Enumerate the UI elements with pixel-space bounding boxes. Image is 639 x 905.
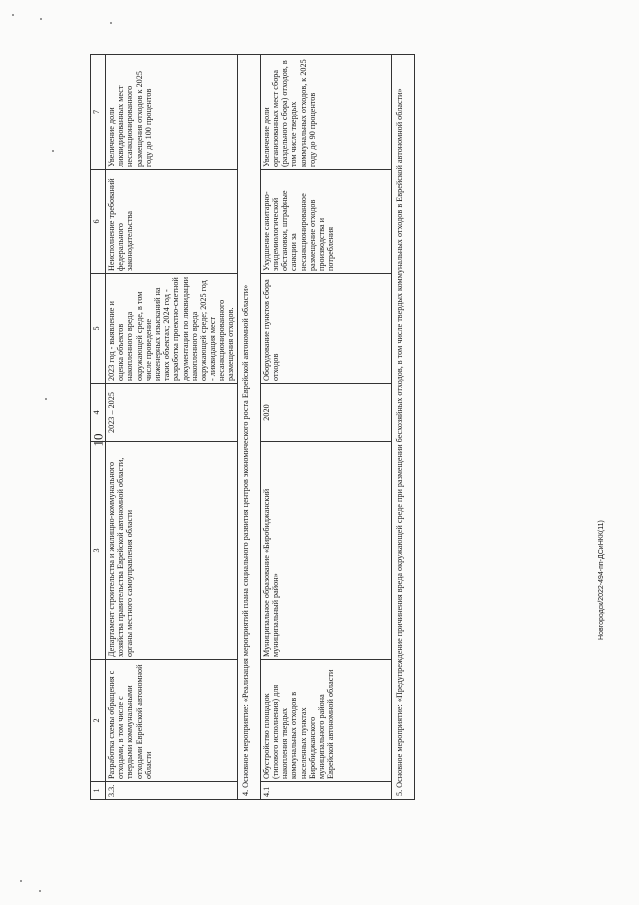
indicator: Увеличение доли ликвидированных мест несанкционированного размещения отходов к 2025 году до 100 процентов xyxy=(106,55,238,170)
section-title: 4. Основное мероприятие: «Реализация мероприятий плана социального развития центров экономического роста Еврейской автономной области» xyxy=(237,55,260,800)
section-row xyxy=(391,55,414,800)
expected-result: 2023 год - выявление и оценка объектов накопленного вреда окружающей среде, в том числе проведение инженерных изысканий на таких объектах; 2024 год - разработка проектно-сметной документации по ликвидации накопленного вреда окружающей среде; 2025 год - ликвидация мест несанкционированного размещения отходов. xyxy=(106,274,238,384)
header-col-3: 3 xyxy=(91,442,106,660)
document-id: Новгородск/2022-494-пп-ДСиНКК(11) xyxy=(598,520,605,640)
measure-name: Разработка схемы обращения с отходами, в том числе с твердыми коммунальными отходами Еврейской автономной области xyxy=(106,660,238,782)
measure-name: Обустройство площадок (типового исполнения) для накопления твердых коммунальных отходов в населенных пунктах Биробиджанского муниципального района Еврейской автономной области xyxy=(260,660,391,782)
consequences: Неисполнение требований федерального законодательства xyxy=(106,170,238,274)
header-col-1: 1 xyxy=(91,782,106,800)
scan-speck xyxy=(52,150,54,152)
header-col-5: 5 xyxy=(91,274,106,384)
scan-speck xyxy=(45,398,47,400)
period: 2023 – 2025 xyxy=(106,384,238,442)
table-row xyxy=(260,55,391,800)
measures-table xyxy=(90,54,415,800)
table-row xyxy=(106,55,238,800)
header-row xyxy=(91,55,106,800)
scan-speck xyxy=(12,14,14,16)
expected-result: Оборудование пунктов сбора отходов xyxy=(260,274,391,384)
section-title: 5. Основное мероприятие: «Предупреждение причинения вреда окружающей среде при размещении бесхозяйных отходов, в том числе твердых коммунальных отходов в Еврейской автономной области» xyxy=(391,55,414,800)
header-col-6: 6 xyxy=(91,170,106,274)
consequences: Ухудшение санитарно-эпидемиологической обстановки, штрафные санкции за несанкционированное размещение отходов производства и потребления xyxy=(260,170,391,274)
header-col-2: 2 xyxy=(91,660,106,782)
scan-speck xyxy=(39,890,41,892)
header-col-7: 7 xyxy=(91,55,106,170)
scan-speck xyxy=(40,18,42,20)
scan-speck xyxy=(110,22,112,24)
section-row xyxy=(237,55,260,800)
indicator: Увеличение доли организованных мест сбора (раздельного сбора) отходов, в том числе твердых коммунальных отходов, к 2025 году до 90 процентов xyxy=(260,55,391,170)
executor: Муниципальное образование «Биробиджанский муниципальный район» xyxy=(260,442,391,660)
period: 2020 xyxy=(260,384,391,442)
scan-speck xyxy=(20,880,22,882)
page-number: 10 xyxy=(90,433,106,447)
row-number: 4.1 xyxy=(260,782,391,800)
header-col-4: 4 xyxy=(91,384,106,442)
executor: Департамент строительства и жилищно-коммунального хозяйства правительства Еврейской автономной области, органы местного самоуправления области xyxy=(106,442,238,660)
row-number: 3.3. xyxy=(106,782,238,800)
table-container xyxy=(90,55,530,800)
